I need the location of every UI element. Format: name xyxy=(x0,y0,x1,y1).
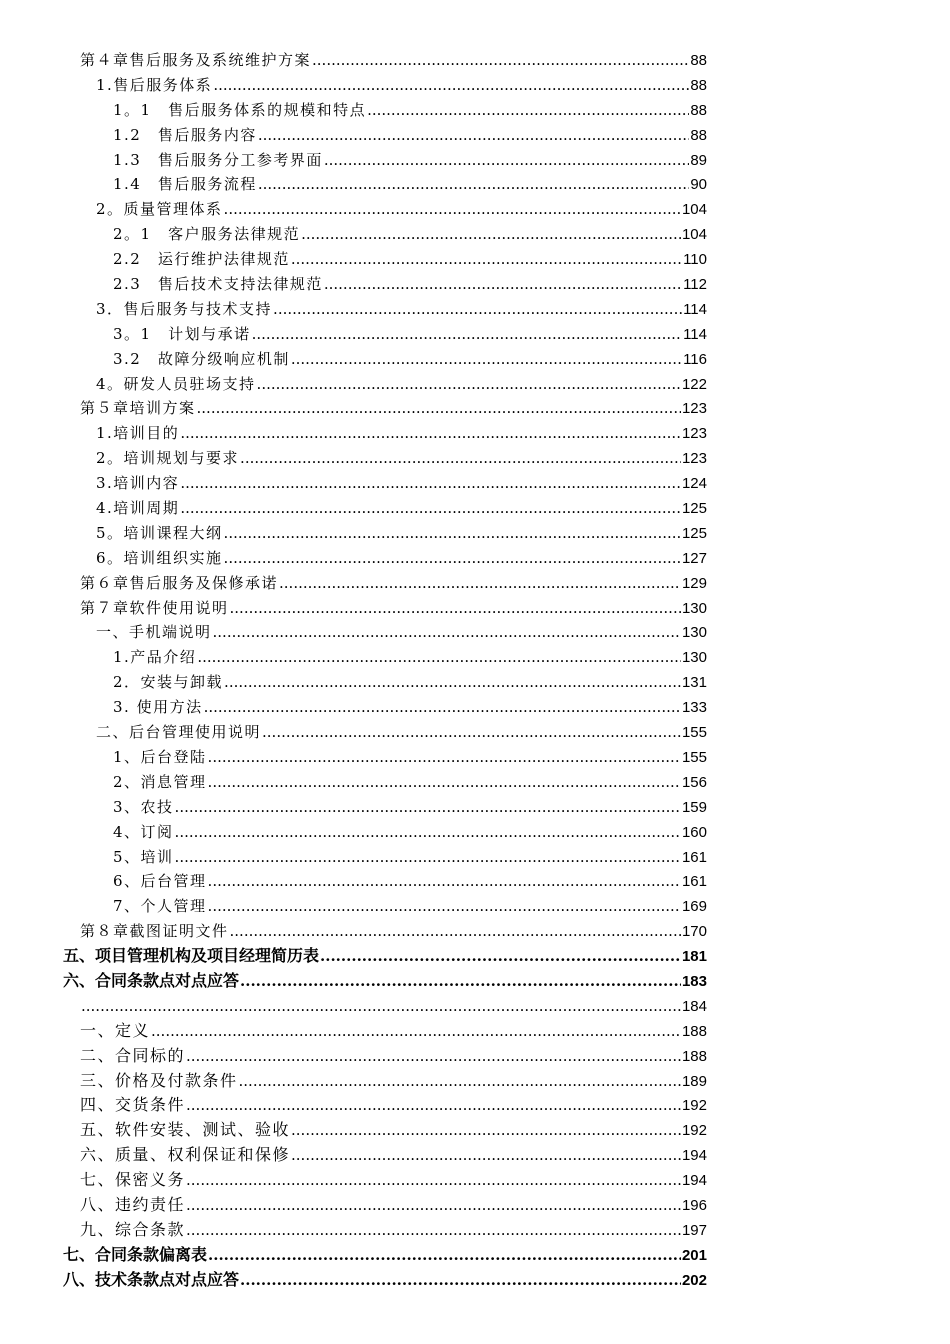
toc-entry-title[interactable]: 5。培训课程大纲 xyxy=(96,521,224,546)
toc-entry[interactable] xyxy=(0,322,950,347)
toc-entry-line xyxy=(80,596,707,621)
toc-entry[interactable] xyxy=(0,994,950,1019)
toc-entry-title[interactable]: 2、消息管理 xyxy=(113,770,208,795)
toc-entry[interactable] xyxy=(0,197,950,222)
toc-entry-page-number: 184 xyxy=(681,997,707,1015)
toc-entry-title[interactable]: 2。1 客户服务法律规范 xyxy=(113,222,301,247)
dot-leader xyxy=(252,322,682,347)
toc-entry[interactable] xyxy=(0,720,950,745)
toc-entry-line xyxy=(63,1268,707,1293)
toc-entry-page-number: 123 xyxy=(681,450,707,468)
dot-leader xyxy=(180,496,681,521)
dot-leader xyxy=(301,222,681,247)
dot-leader xyxy=(213,620,681,645)
toc-entry[interactable] xyxy=(0,620,950,645)
toc-entry-title[interactable]: 2.2 运行维护法律规范 xyxy=(113,247,291,272)
dot-leader xyxy=(291,347,682,372)
toc-entry-line xyxy=(96,446,707,471)
toc-entry-line xyxy=(96,620,707,645)
toc-entry-line xyxy=(63,969,707,994)
dot-leader xyxy=(186,1193,681,1218)
toc-entry-line xyxy=(113,695,707,720)
toc-entry[interactable] xyxy=(0,695,950,720)
toc-entry[interactable] xyxy=(0,73,950,98)
dot-leader xyxy=(224,546,681,571)
toc-entry-title[interactable]: 八、违约责任 xyxy=(80,1193,186,1218)
toc-entry[interactable] xyxy=(0,272,950,297)
dot-leader xyxy=(224,521,681,546)
dot-leader xyxy=(81,994,681,1019)
dot-leader xyxy=(312,48,689,73)
toc-entry-line xyxy=(80,1218,707,1243)
dot-leader xyxy=(186,1093,681,1118)
toc-entry-title[interactable]: 1.4 售后服务流程 xyxy=(113,172,258,197)
toc-entry-page-number: 125 xyxy=(681,500,707,518)
toc-entry-page-number: 104 xyxy=(681,226,707,244)
toc-entry[interactable] xyxy=(0,894,950,919)
toc-entry[interactable] xyxy=(0,969,950,994)
toc-entry-line xyxy=(96,720,707,745)
dot-leader xyxy=(240,446,681,471)
toc-entry-title[interactable]: 2．安装与卸载 xyxy=(113,670,224,695)
dot-leader xyxy=(208,1243,681,1268)
toc-entry-title[interactable]: 七、合同条款偏离表 xyxy=(63,1244,208,1268)
toc-entry-line xyxy=(80,1019,707,1044)
toc-entry-line xyxy=(113,770,707,795)
toc-entry-title[interactable]: 七、保密义务 xyxy=(80,1168,186,1193)
toc-entry[interactable] xyxy=(0,98,950,123)
toc-entry-page-number: 188 xyxy=(681,1047,707,1065)
toc-entry[interactable] xyxy=(0,845,950,870)
toc-entry-title[interactable]: 4。研发人员驻场支持 xyxy=(96,372,257,397)
toc-entry[interactable] xyxy=(0,1218,950,1243)
toc-entry-title[interactable]: 一、定义 xyxy=(80,1019,151,1044)
toc-entry[interactable] xyxy=(0,521,950,546)
toc-entry-page-number: 88 xyxy=(690,101,707,119)
dot-leader xyxy=(180,421,681,446)
toc-entry-title[interactable]: 3、农技 xyxy=(113,795,175,820)
toc-entry[interactable] xyxy=(0,1143,950,1168)
toc-entry-page-number: 114 xyxy=(683,325,707,343)
toc-entry-title[interactable]: 五、项目管理机构及项目经理简历表 xyxy=(63,945,320,969)
toc-entry-page-number: 169 xyxy=(681,898,707,916)
toc-entry-title[interactable]: 5、培训 xyxy=(113,845,175,870)
table-of-contents xyxy=(0,48,950,1293)
toc-entry-page-number: 124 xyxy=(681,475,707,493)
dot-leader xyxy=(208,770,681,795)
dot-leader xyxy=(175,820,681,845)
toc-entry-title[interactable]: 4、订阅 xyxy=(113,820,175,845)
toc-entry-title[interactable]: 六、质量、权利保证和保修 xyxy=(80,1143,291,1168)
toc-entry-line xyxy=(80,1193,707,1218)
toc-entry-title[interactable]: 1.售后服务体系 xyxy=(96,73,213,98)
toc-entry[interactable] xyxy=(0,421,950,446)
toc-entry-line xyxy=(113,98,707,123)
toc-entry-line xyxy=(113,869,707,894)
toc-entry-page-number: 188 xyxy=(681,1022,707,1040)
toc-entry[interactable] xyxy=(0,148,950,173)
toc-entry-line xyxy=(80,919,707,944)
toc-entry-line xyxy=(113,347,707,372)
toc-entry[interactable] xyxy=(0,571,950,596)
toc-entry-line xyxy=(113,894,707,919)
dot-leader xyxy=(208,745,681,770)
toc-entry[interactable] xyxy=(0,820,950,845)
toc-entry-page-number: 123 xyxy=(681,400,707,418)
dot-leader xyxy=(175,845,681,870)
dot-leader xyxy=(324,148,689,173)
toc-entry-page-number: 160 xyxy=(681,823,707,841)
toc-entry-page-number: 88 xyxy=(690,126,707,144)
toc-entry-title[interactable]: 二、后台管理使用说明 xyxy=(96,720,262,745)
dot-leader xyxy=(291,1118,681,1143)
dot-leader xyxy=(258,123,689,148)
toc-entry-line xyxy=(80,1044,707,1069)
dot-leader xyxy=(213,73,689,98)
toc-entry-page-number: 189 xyxy=(681,1072,707,1090)
toc-entry-line xyxy=(80,1118,707,1143)
toc-entry-title[interactable]: 五、软件安装、测试、验收 xyxy=(80,1118,291,1143)
toc-entry-title[interactable]: 7、个人管理 xyxy=(113,894,208,919)
toc-entry-line xyxy=(113,148,707,173)
toc-entry[interactable] xyxy=(0,745,950,770)
toc-entry-title[interactable]: 一、手机端说明 xyxy=(96,620,213,645)
toc-entry[interactable] xyxy=(0,347,950,372)
toc-entry-title[interactable]: 1。1 售后服务体系的规模和特点 xyxy=(113,98,367,123)
toc-entry[interactable] xyxy=(0,1243,950,1268)
toc-entry-title[interactable]: 2.3 售后技术支持法律规范 xyxy=(113,272,324,297)
dot-leader xyxy=(279,571,681,596)
toc-entry[interactable] xyxy=(0,247,950,272)
toc-entry-page-number: 104 xyxy=(681,201,707,219)
toc-entry-line xyxy=(96,546,707,571)
toc-entry[interactable] xyxy=(0,396,950,421)
toc-entry-title[interactable]: 三、价格及付款条件 xyxy=(80,1069,239,1094)
toc-entry-line xyxy=(96,496,707,521)
toc-entry-title[interactable]: 4.培训周期 xyxy=(96,496,180,521)
dot-leader xyxy=(224,670,681,695)
toc-entry[interactable] xyxy=(0,372,950,397)
toc-entry-page-number: 127 xyxy=(681,549,707,567)
toc-entry-page-number: 123 xyxy=(681,425,707,443)
toc-entry[interactable] xyxy=(0,1093,950,1118)
toc-entry[interactable] xyxy=(0,1019,950,1044)
dot-leader xyxy=(208,869,681,894)
toc-entry-title[interactable]: 3．售后服务与技术支持 xyxy=(96,297,273,322)
toc-entry-title[interactable]: 3.2 故障分级响应机制 xyxy=(113,347,291,372)
dot-leader xyxy=(240,1268,681,1293)
toc-entry[interactable] xyxy=(0,1168,950,1193)
toc-entry-page-number: 90 xyxy=(690,176,707,194)
toc-entry[interactable] xyxy=(0,670,950,695)
toc-entry-line xyxy=(80,994,707,1019)
toc-entry-line xyxy=(96,197,707,222)
toc-entry-line xyxy=(113,247,707,272)
toc-entry-page-number: 133 xyxy=(681,699,707,717)
toc-entry-line xyxy=(80,396,707,421)
dot-leader xyxy=(240,969,681,994)
toc-entry-page-number: 192 xyxy=(681,1122,707,1140)
toc-entry-title[interactable]: 3.培训内容 xyxy=(96,471,180,496)
toc-entry-page-number: 88 xyxy=(690,76,707,94)
toc-entry-title[interactable]: 八、技术条款点对点应答 xyxy=(63,1269,240,1293)
dot-leader xyxy=(230,919,681,944)
toc-entry[interactable] xyxy=(0,1044,950,1069)
toc-entry-page-number: 202 xyxy=(681,1271,707,1289)
toc-entry-title[interactable]: 1.培训目的 xyxy=(96,421,180,446)
toc-entry[interactable] xyxy=(0,172,950,197)
toc-entry-title[interactable]: 2。质量管理体系 xyxy=(96,197,224,222)
toc-entry[interactable] xyxy=(0,446,950,471)
toc-entry-title[interactable]: 2。培训规划与要求 xyxy=(96,446,240,471)
toc-entry-page-number: 161 xyxy=(681,848,707,866)
toc-entry[interactable] xyxy=(0,297,950,322)
toc-entry-page-number: 183 xyxy=(681,972,707,990)
toc-entry-title[interactable]: 6、后台管理 xyxy=(113,869,208,894)
toc-entry-line xyxy=(113,645,707,670)
dot-leader xyxy=(224,197,681,222)
toc-entry-line xyxy=(113,820,707,845)
toc-entry-page-number: 196 xyxy=(681,1196,707,1214)
toc-entry-page-number: 129 xyxy=(681,574,707,592)
toc-entry[interactable] xyxy=(0,596,950,621)
toc-entry[interactable] xyxy=(0,869,950,894)
dot-leader xyxy=(208,894,681,919)
toc-entry-page-number: 170 xyxy=(681,923,707,941)
toc-entry-title[interactable]: 二、合同标的 xyxy=(80,1044,186,1069)
toc-entry-line xyxy=(113,845,707,870)
toc-entry-line xyxy=(96,471,707,496)
toc-entry-line xyxy=(113,172,707,197)
toc-entry-line xyxy=(113,123,707,148)
dot-leader xyxy=(180,471,681,496)
toc-entry-page-number: 122 xyxy=(681,375,707,393)
toc-entry-line xyxy=(63,1243,707,1268)
toc-entry-title[interactable]: 3。1 计划与承诺 xyxy=(113,322,252,347)
toc-entry-page-number: 112 xyxy=(683,276,707,294)
dot-leader xyxy=(291,1143,681,1168)
toc-entry-line xyxy=(113,222,707,247)
toc-entry-title[interactable]: 1.3 售后服务分工参考界面 xyxy=(113,148,324,173)
toc-entry-page-number: 130 xyxy=(681,599,707,617)
toc-entry-title[interactable]: 第８章截图证明文件 xyxy=(80,919,230,944)
toc-entry-line xyxy=(113,272,707,297)
dot-leader xyxy=(197,645,681,670)
toc-entry-page-number: 116 xyxy=(683,350,707,368)
toc-entry-title[interactable]: 1.2 售后服务内容 xyxy=(113,123,258,148)
toc-entry-title[interactable]: 第７章软件使用说明 xyxy=(80,596,230,621)
toc-entry-page-number: 181 xyxy=(681,948,707,966)
dot-leader xyxy=(197,396,681,421)
dot-leader xyxy=(186,1168,681,1193)
dot-leader xyxy=(186,1218,681,1243)
toc-entry-title[interactable]: 四、交货条件 xyxy=(80,1093,186,1118)
dot-leader xyxy=(291,247,682,272)
toc-entry[interactable] xyxy=(0,222,950,247)
dot-leader xyxy=(367,98,689,123)
toc-entry[interactable] xyxy=(0,471,950,496)
dot-leader xyxy=(258,172,689,197)
toc-entry-line xyxy=(80,1069,707,1094)
dot-leader xyxy=(175,795,681,820)
dot-leader xyxy=(320,944,681,969)
dot-leader xyxy=(151,1019,681,1044)
toc-entry-page-number: 197 xyxy=(681,1221,707,1239)
toc-entry-line xyxy=(113,745,707,770)
toc-entry[interactable] xyxy=(0,1193,950,1218)
toc-entry[interactable] xyxy=(0,919,950,944)
toc-entry[interactable] xyxy=(0,645,950,670)
toc-entry-page-number: 159 xyxy=(681,798,707,816)
toc-entry-page-number: 201 xyxy=(681,1246,707,1264)
toc-entry-line xyxy=(96,521,707,546)
toc-entry-page-number: 130 xyxy=(681,649,707,667)
toc-entry-title[interactable]: 3. 使用方法 xyxy=(113,695,204,720)
toc-entry-line xyxy=(96,73,707,98)
toc-entry-page-number: 125 xyxy=(681,524,707,542)
toc-entry-page-number: 194 xyxy=(681,1147,707,1165)
toc-entry-line xyxy=(113,322,707,347)
toc-entry-title[interactable]: 第４章售后服务及系统维护方案 xyxy=(80,48,312,73)
toc-entry[interactable] xyxy=(0,770,950,795)
toc-entry[interactable] xyxy=(0,123,950,148)
dot-leader xyxy=(324,272,682,297)
toc-entry-title[interactable]: 六、合同条款点对点应答 xyxy=(63,970,240,994)
dot-leader xyxy=(239,1069,681,1094)
toc-entry-page-number: 114 xyxy=(683,300,707,318)
toc-entry-line xyxy=(63,944,707,969)
toc-entry[interactable] xyxy=(0,1118,950,1143)
toc-entry-page-number: 155 xyxy=(681,724,707,742)
dot-leader xyxy=(204,695,681,720)
toc-entry-page-number: 89 xyxy=(690,151,707,169)
toc-entry[interactable] xyxy=(0,944,950,969)
toc-entry-title[interactable]: 1.产品介绍 xyxy=(113,645,197,670)
toc-entry[interactable] xyxy=(0,496,950,521)
dot-leader xyxy=(262,720,681,745)
toc-entry-title[interactable]: 九、综合条款 xyxy=(80,1218,186,1243)
toc-entry-line xyxy=(113,670,707,695)
toc-entry-page-number: 156 xyxy=(681,773,707,791)
toc-entry-title[interactable]: 6。培训组织实施 xyxy=(96,546,224,571)
toc-entry-title[interactable]: 第５章培训方案 xyxy=(80,396,197,421)
toc-entry-page-number: 194 xyxy=(681,1172,707,1190)
toc-entry-page-number: 130 xyxy=(681,624,707,642)
toc-entry-line xyxy=(96,372,707,397)
dot-leader xyxy=(186,1044,681,1069)
toc-entry[interactable] xyxy=(0,1069,950,1094)
dot-leader xyxy=(257,372,681,397)
toc-entry-line xyxy=(96,421,707,446)
dot-leader xyxy=(273,297,682,322)
toc-entry-page-number: 192 xyxy=(681,1097,707,1115)
toc-entry-page-number: 131 xyxy=(681,674,707,692)
toc-entry-page-number: 88 xyxy=(690,52,707,69)
toc-entry-line xyxy=(80,571,707,596)
toc-entry-line xyxy=(80,48,707,73)
toc-entry-page-number: 155 xyxy=(681,748,707,766)
toc-entry-line xyxy=(80,1093,707,1118)
toc-entry-line xyxy=(80,1143,707,1168)
toc-entry-title[interactable]: 第６章售后服务及保修承诺 xyxy=(80,571,279,596)
toc-entry[interactable] xyxy=(0,48,950,73)
toc-entry[interactable] xyxy=(0,795,950,820)
dot-leader xyxy=(230,596,681,621)
toc-entry-line xyxy=(96,297,707,322)
toc-entry-page-number: 110 xyxy=(683,251,707,269)
toc-entry-page-number: 161 xyxy=(681,873,707,891)
toc-entry-line xyxy=(80,1168,707,1193)
toc-entry-line xyxy=(113,795,707,820)
toc-entry-title[interactable]: 1、后台登陆 xyxy=(113,745,208,770)
toc-entry[interactable] xyxy=(0,546,950,571)
toc-entry[interactable] xyxy=(0,1268,950,1293)
